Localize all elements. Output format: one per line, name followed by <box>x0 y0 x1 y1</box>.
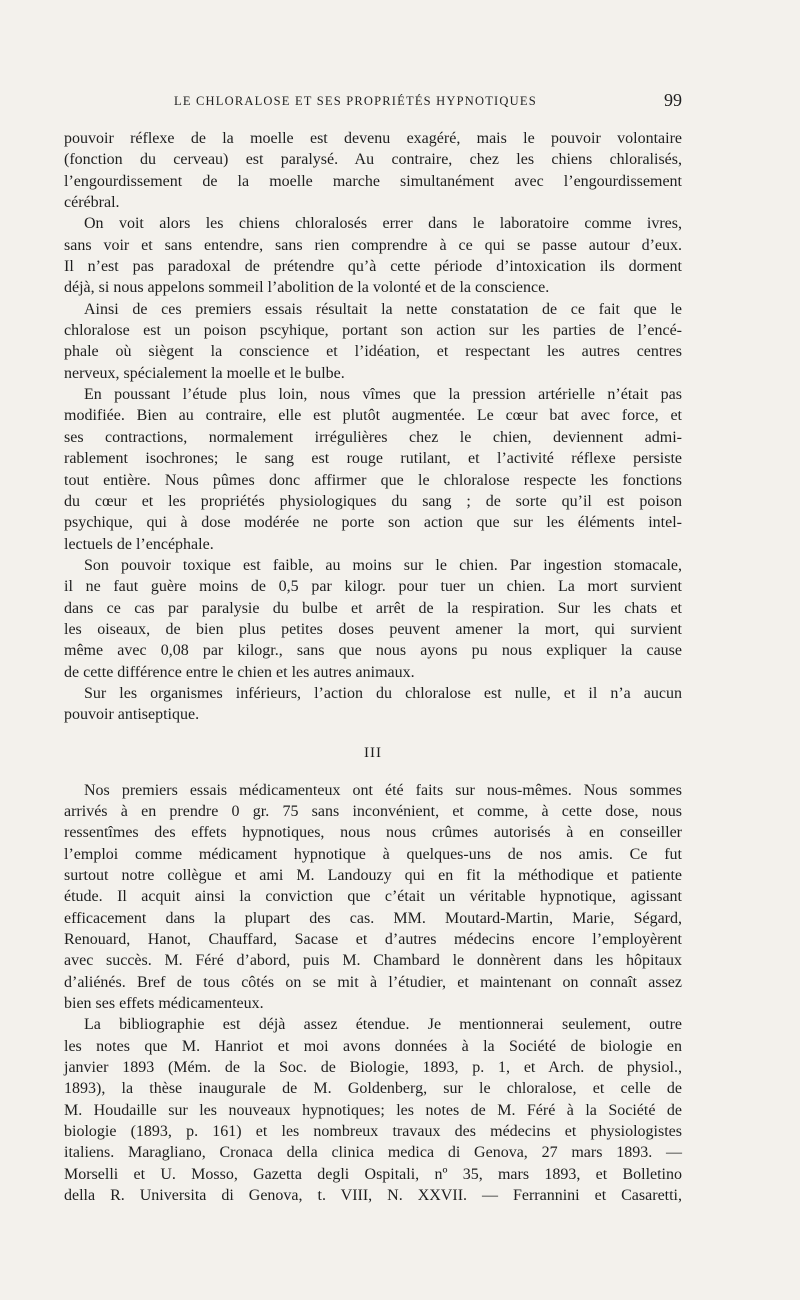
text-line: della R. Universita di Genova, t. VIII, N. XXVII. — Ferrannini et Casaretti, <box>64 1187 682 1205</box>
text-line: On voit alors les chiens chloralosés errer dans le laboratoire comme ivres, <box>84 215 682 233</box>
text-line: M. Houdaille sur les nouveaux hypnotiques; les notes de M. Féré à la Société de <box>64 1101 682 1119</box>
text-line: déjà, si nous appelons sommeil l’abolition de la volonté et de la conscience. <box>64 279 550 297</box>
text-line: avec succès. M. Féré d’abord, puis M. Chambard le donnèrent dans les hôpitaux <box>64 952 682 970</box>
text-line: Sur les organismes inférieurs, l’action du chloralose est nulle, et il n’a aucun <box>84 684 682 702</box>
text-line: modifiée. Bien au contraire, elle est plutôt augmentée. Le cœur bat avec force, et <box>64 407 682 425</box>
text-line: du cœur et les propriétés physiologiques du sang ; de sorte qu’il est poison <box>64 492 682 510</box>
text-line: Nos premiers essais médicamenteux ont été faits sur nous-mêmes. Nous sommes <box>84 781 682 799</box>
page-header <box>64 92 682 116</box>
text-line: arrivés à en prendre 0 gr. 75 sans inconvénient, et comme, à cette dose, nous <box>64 802 682 820</box>
text-line: les oiseaux, de bien plus petites doses peuvent amener la mort, qui survient <box>64 620 682 638</box>
text-line: Renouard, Hanot, Chauffard, Sacase et d’autres médecins encore l’employèrent <box>64 931 682 949</box>
text-line: La bibliographie est déjà assez étendue. Je mentionnerai seulement, outre <box>84 1016 682 1034</box>
text-line: Il n’est pas paradoxal de prétendre qu’à cette période d’intoxication ils dorment <box>64 258 682 276</box>
text-line: pouvoir réflexe de la moelle est devenu exagéré, mais le pouvoir volontaire <box>64 130 682 147</box>
text-line: phale où siègent la conscience et l’idéation, et respectant les autres centres <box>64 343 682 361</box>
text-line: rablement isochrones; le sang est rouge rutilant, et l’activité réflexe persiste <box>64 450 682 468</box>
page-number: 99 <box>664 90 682 110</box>
text-line: (fonction du cerveau) est paralysé. Au contraire, chez les chiens chloralisés, <box>64 151 682 169</box>
text-line: janvier 1893 (Mém. de la Soc. de Biologie, 1893, p. 1, et Arch. de physiol., <box>64 1059 682 1077</box>
text-line: Morselli et U. Mosso, Gazetta degli Ospitali, nº 35, mars 1893, et Bolletino <box>64 1165 682 1183</box>
text-line: sans voir et sans entendre, sans rien comprendre à ce qui se passe autour d’eux. <box>64 236 682 254</box>
text-line: même avec 0,08 par kilogr., sans que nous ayons pu nous expliquer la cause <box>64 642 682 660</box>
text-line: biologie (1893, p. 161) et les nombreux travaux des médecins et physiologistes <box>64 1123 682 1141</box>
text-line: En poussant l’étude plus loin, nous vîmes que la pression artérielle n’était pas <box>84 386 682 404</box>
body-text <box>64 128 682 1207</box>
text-line: ses contractions, normalement irrégulières chez le chien, deviennent admi- <box>64 428 682 446</box>
text-line: italiens. Maragliano, Cronaca della clinica medica di Genova, 27 mars 1893. — <box>64 1144 682 1162</box>
text-line: l’emploi comme médicament hypnotique à quelques-uns de nos amis. Ce fut <box>64 845 682 863</box>
text-line: Son pouvoir toxique est faible, au moins sur le chien. Par ingestion stomacale, <box>84 556 682 574</box>
text-line: chloralose est un poison pscyhique, portant son action sur les parties de l’encé- <box>64 322 682 340</box>
text-line: ressentîmes des effets hypnotiques, nous nous crûmes autorisés à en conseiller <box>64 824 682 842</box>
text-line: nerveux, spécialement la moelle et le bulbe. <box>64 364 345 382</box>
text-line: psychique, qui à dose modérée ne porte son action que sur les éléments intel- <box>64 514 682 532</box>
text-line: les notes que M. Hanriot et moi avons données à la Société de biologie en <box>64 1037 682 1055</box>
text-line: bien ses effets médicamenteux. <box>64 995 264 1013</box>
text-line: cérébral. <box>64 194 120 212</box>
text-line: dans ce cas par paralysie du bulbe et arrêt de la respiration. Sur les chats et <box>64 599 682 617</box>
text-line: d’aliénés. Bref de tous côtés on se mit à l’étudier, et maintenant on connaît assez <box>64 973 682 991</box>
text-line: lectuels de l’encéphale. <box>64 535 214 553</box>
text-line: Ainsi de ces premiers essais résultait la nette constatation de ce fait que le <box>84 300 682 318</box>
section-heading: III <box>364 744 382 761</box>
text-line: tout entière. Nous pûmes donc affirmer que le chloralose respecte les fonctions <box>64 471 682 489</box>
text-line: efficacement dans la plupart des cas. MM. Moutard-Martin, Marie, Ségard, <box>64 909 682 927</box>
running-title: LE CHLORALOSE ET SES PROPRIÉTÉS HYPNOTIQUES <box>174 94 537 108</box>
text-line: il ne faut guère moins de 0,5 par kilogr. pour tuer un chien. La mort survient <box>64 578 682 596</box>
text-line: étude. Il acquit ainsi la conviction que c’était un véritable hypnotique, agissant <box>64 888 682 906</box>
text-line: surtout notre collègue et ami M. Landouzy qui en fit la méthodique et patiente <box>64 867 682 884</box>
text-line: de cette différence entre le chien et les autres animaux. <box>64 663 415 681</box>
text-line: l’engourdissement de la moelle marche simultanément avec l’engourdissement <box>64 172 682 190</box>
text-line: 1893), la thèse inaugurale de M. Goldenberg, sur le chloralose, et celle de <box>64 1080 682 1098</box>
text-line: pouvoir antiseptique. <box>64 706 200 724</box>
